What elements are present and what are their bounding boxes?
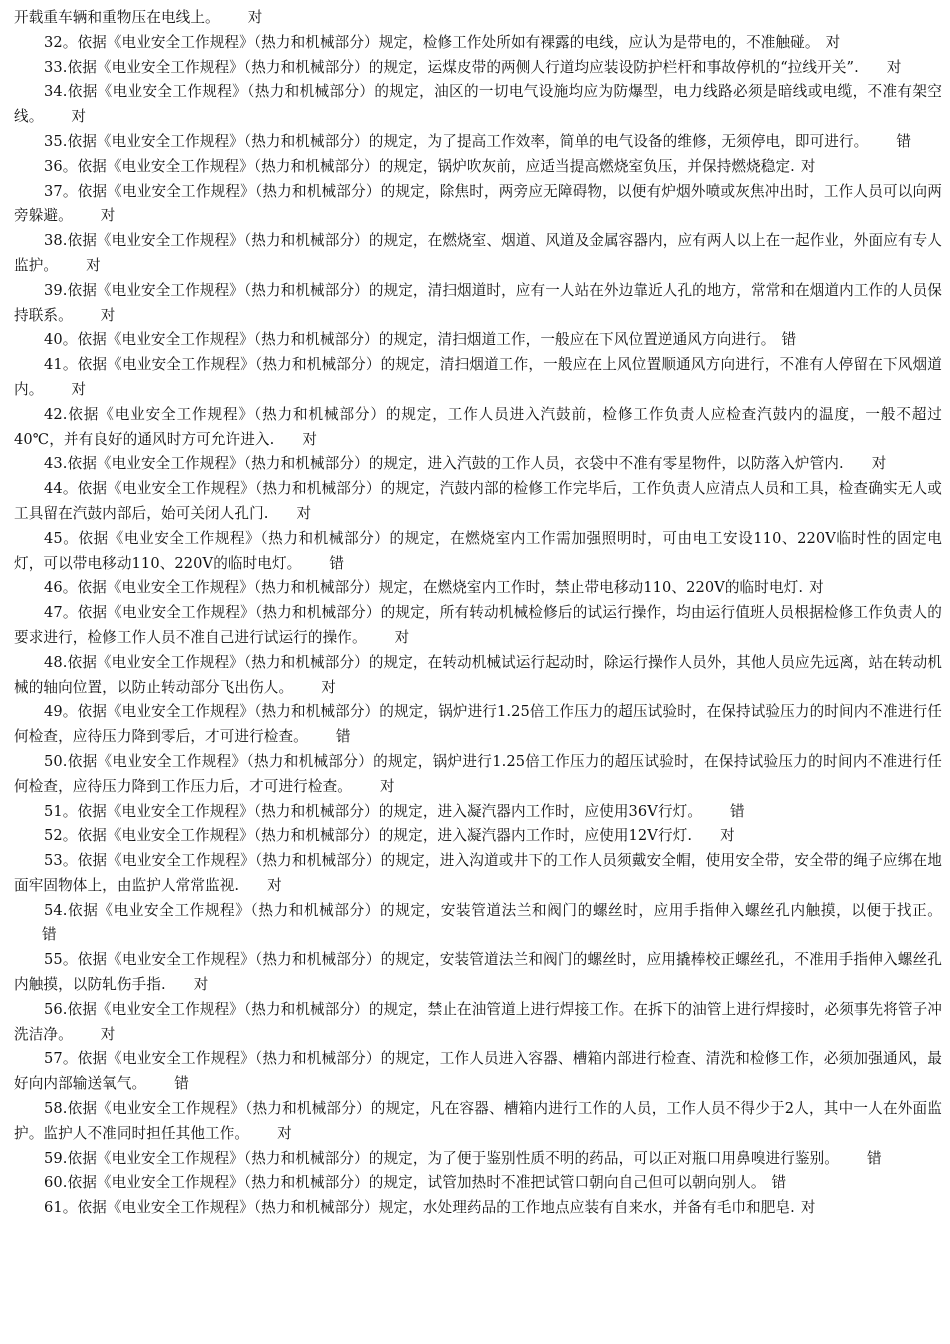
question-item: [14, 1171, 942, 1196]
answer-mark: 错: [781, 331, 797, 349]
question-text: 61。依据《电业安全工作规程》（热力和机械部分）规定，水处理药品的工作地点应装有自来水，并备有毛巾和肥皂.: [44, 1199, 795, 1217]
question-text: 43.依据《电业安全工作规程》（热力和机械部分）的规定，进入汽鼓的工作人员，衣袋中不准有零星物件，以防落入炉管内.: [44, 455, 844, 473]
question-item: [14, 180, 942, 230]
question-item: [14, 6, 942, 31]
answer-mark: 对: [871, 455, 887, 473]
question-item: [14, 477, 942, 527]
question-text: 45。依据《电业安全工作规程》（热力和机械部分）的规定，在燃烧室内工作需加强照明时，可由电工安设110、220V临时性的固定电灯，可以带电移动110、220V的临时电灯。: [14, 529, 942, 572]
answer-mark: 对: [379, 777, 395, 795]
answer-mark: 对: [277, 1124, 292, 1142]
question-text: 53。依据《电业安全工作规程》（热力和机械部分）的规定，进入沟道或井下的工作人员须戴安全帽，使用安全带，安全带的绳子应绑在地面牢固物体上，由监护人常常监视.: [14, 852, 942, 894]
question-item: [14, 80, 942, 130]
question-text: 39.依据《电业安全工作规程》（热力和机械部分）的规定，清扫烟道时，应有一人站在外边靠近人孔的地方，常常和在烟道内工作的人员保持联系。: [14, 281, 942, 324]
answer-mark: 对: [394, 628, 410, 646]
question-item: [14, 700, 942, 750]
answer-mark: 对: [886, 58, 902, 76]
answer-mark: 对: [100, 207, 116, 225]
question-text: 36。依据《电业安全工作规程》（热力和机械部分）的规定，锅炉吹灰前，应适当提高燃烧室负压，并保持燃烧稳定.: [44, 157, 795, 175]
question-item: [14, 130, 942, 155]
answer-mark: 错: [771, 1174, 787, 1192]
question-text: 38.依据《电业安全工作规程》（热力和机械部分）的规定，在燃烧室、烟道、风道及金属容器内，应有两人以上在一起作业，外面应有专人监护。: [14, 232, 942, 274]
question-item: [14, 527, 942, 577]
answer-mark: 对: [321, 678, 336, 696]
answer-mark: 对: [800, 1199, 816, 1217]
question-text: 41。依据《电业安全工作规程》（热力和机械部分）的规定，清扫烟道工作，一般应在上风位置顺通风方向进行，不准有人停留在下风烟道内。: [14, 356, 942, 398]
question-text: 54.依据《电业安全工作规程》（热力和机械部分）的规定，安装管道法兰和阀门的螺丝时，应用手指伸入螺丝孔内触摸，以便于找正。: [44, 901, 942, 919]
question-item: [14, 31, 942, 56]
question-text: 35.依据《电业安全工作规程》（热力和机械部分）的规定，为了提高工作效率，简单的电气设备的维修，无须停电，即可进行。: [44, 132, 869, 150]
answer-mark: 对: [247, 9, 263, 26]
question-item: [14, 1097, 942, 1147]
answer-mark: 错: [329, 554, 345, 572]
answer-mark: 错: [730, 802, 745, 820]
question-item: [14, 1196, 942, 1221]
question-item: [14, 452, 942, 477]
answer-mark: 对: [720, 827, 735, 845]
question-item: [14, 353, 942, 403]
question-text: 55。依据《电业安全工作规程》（热力和机械部分）的规定，安装管道法兰和阀门的螺丝时，应用撬棒校正螺丝孔，不准用手指伸入螺丝孔内触摸，以防轧伤手指.: [14, 951, 942, 994]
answer-mark: 对: [296, 504, 312, 522]
question-text: 33.依据《电业安全工作规程》（热力和机械部分）的规定，运煤皮带的两侧人行道均应装设防护栏杆和事故停机的“拉线开关”.: [44, 58, 859, 76]
answer-mark: 对: [809, 579, 824, 597]
question-item: [14, 948, 942, 998]
question-text: 49。依据《电业安全工作规程》（热力和机械部分）的规定，锅炉进行1.25倍工作压力的超压试验时，在保持试验压力的时间内不准进行任何检查，应待压力降到零后，才可进行检查。: [14, 703, 942, 746]
question-item: [14, 1147, 942, 1172]
question-text: 56.依据《电业安全工作规程》（热力和机械部分）的规定，禁止在油管道上进行焊接工作。在拆下的油管上进行焊接时，必须事先将管子冲洗洁净。: [14, 1000, 942, 1043]
answer-mark: 对: [825, 33, 841, 51]
question-item: [14, 800, 942, 825]
answer-mark: 对: [71, 108, 87, 126]
question-text: 48.依据《电业安全工作规程》（热力和机械部分）的规定，在转动机械试运行起动时，除运行操作人员外，其他人员应先远离，站在转动机械的轴向位置，以防止转动部分飞出伤人。: [14, 653, 942, 696]
answer-mark: 错: [896, 132, 912, 150]
question-item: [14, 1047, 942, 1097]
answer-mark: 对: [100, 306, 116, 324]
question-text: 32。依据《电业安全工作规程》（热力和机械部分）规定，检修工作处所如有裸露的电线，应认为是带电的，不准触碰。: [44, 33, 820, 51]
question-text: 34.依据《电业安全工作规程》（热力和机械部分）的规定，油区的一切电气设施均应为防爆型，电力线路必须是暗线或电缆，不准有架空线。: [14, 83, 942, 126]
question-item: [14, 601, 942, 651]
question-item: [14, 229, 942, 279]
question-text: 40。依据《电业安全工作规程》（热力和机械部分）的规定，清扫烟道工作，一般应在下风位置逆通风方向进行。: [44, 331, 776, 349]
question-item: [14, 824, 942, 849]
question-text: 46。依据《电业安全工作规程》（热力和机械部分）规定，在燃烧室内工作时，禁止带电移动110、220V的临时电灯.: [44, 579, 804, 597]
answer-mark: 对: [71, 380, 87, 398]
answer-mark: 错: [335, 728, 351, 746]
question-item: [14, 328, 942, 353]
question-item: [14, 56, 942, 81]
question-item: [14, 849, 942, 899]
answer-mark: 对: [267, 876, 282, 894]
question-text: 开载重车辆和重物压在电线上。: [14, 9, 220, 26]
question-text: 59.依据《电业安全工作规程》（热力和机械部分）的规定，为了便于鉴别性质不明的药品，可以正对瓶口用鼻嗅进行鉴别。: [44, 1149, 839, 1167]
answer-mark: 错: [866, 1149, 882, 1167]
question-text: 60.依据《电业安全工作规程》（热力和机械部分）的规定，试管加热时不准把试管口朝向自己但可以朝向别人。: [44, 1174, 766, 1192]
question-text: 50.依据《电业安全工作规程》（热力和机械部分）的规定，锅炉进行1.25倍工作压力的超压试验时，在保持试验压力的时间内不准进行任何检查，应待压力降到工作压力后，才可进行检查。: [14, 752, 942, 795]
question-text: 42.依据《电业安全工作规程》（热力和机械部分）的规定，工作人员进入汽鼓前，检修工作负责人应检查汽鼓内的温度，一般不超过40℃，并有良好的通风时方可允许进入.: [14, 405, 942, 448]
question-text: 37。依据《电业安全工作规程》（热力和机械部分）的规定，除焦时，两旁应无障碍物，以便有炉烟外喷或灰焦冲出时，工作人员可以向两旁躲避。: [14, 182, 942, 225]
answer-mark: 对: [193, 976, 209, 994]
question-item: [14, 899, 942, 949]
answer-mark: 错: [42, 926, 57, 944]
answer-mark: 对: [800, 157, 816, 175]
question-item: [14, 750, 942, 800]
question-item: [14, 998, 942, 1048]
question-text: 58.依据《电业安全工作规程》（热力和机械部分）的规定，凡在容器、槽箱内进行工作的人员，工作人员不得少于2人，其中一人在外面监护。监护人不准同时担任其他工作。: [14, 1100, 942, 1142]
question-item: [14, 403, 942, 453]
question-item: [14, 279, 942, 329]
question-item: [14, 651, 942, 701]
question-text: 51。依据《电业安全工作规程》（热力和机械部分）的规定，进入凝汽器内工作时，应使用36V行灯。: [44, 802, 703, 820]
answer-mark: 对: [86, 256, 101, 274]
question-item: [14, 155, 942, 180]
question-text: 52。依据《电业安全工作规程》（热力和机械部分）的规定，进入凝汽器内工作时，应使用12V行灯.: [44, 827, 693, 845]
question-text: 57。依据《电业安全工作规程》（热力和机械部分）的规定，工作人员进入容器、槽箱内部进行检查、清洗和检修工作，必须加强通风，最好向内部输送氧气。: [14, 1050, 942, 1093]
question-text: 44。依据《电业安全工作规程》（热力和机械部分）的规定，汽鼓内部的检修工作完毕后，工作负责人应清点人员和工具，检查确实无人或工具留在汽鼓内部后，始可关闭人孔门.: [14, 480, 942, 522]
question-item: [14, 576, 942, 601]
question-text: 47。依据《电业安全工作规程》（热力和机械部分）的规定，所有转动机械检修后的试运行操作，均由运行值班人员根据检修工作负责人的要求进行，检修工作人员不准自己进行试运行的操作。: [14, 604, 942, 646]
answer-mark: 对: [302, 430, 318, 448]
answer-mark: 对: [100, 1025, 116, 1043]
answer-mark: 错: [174, 1075, 189, 1093]
